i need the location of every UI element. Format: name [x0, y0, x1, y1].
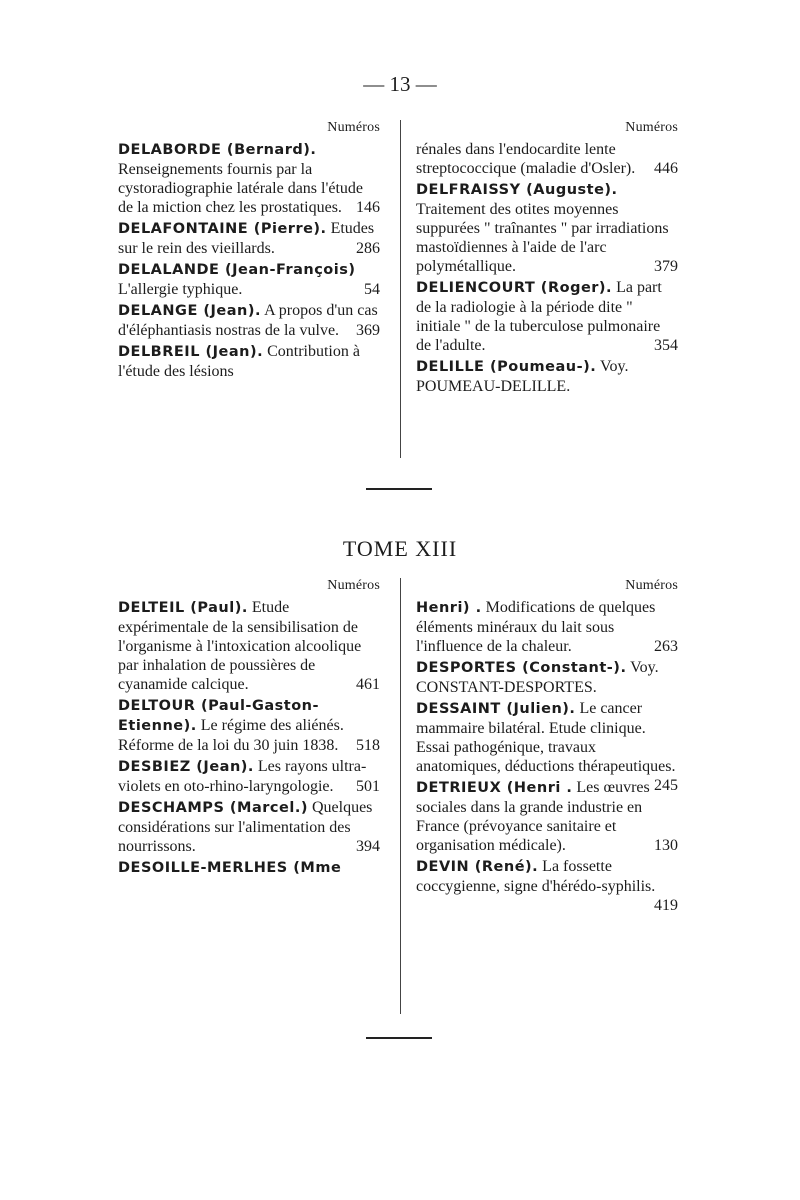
author-name: Henri) . [416, 600, 482, 616]
thesis-title: La fossette coccygienne, signe d'hérédo-syphilis. [416, 858, 656, 895]
thesis-number: 379 [654, 258, 678, 275]
thesis-number: 369 [356, 322, 380, 339]
thesis-number: 354 [654, 337, 678, 354]
column-left [118, 578, 380, 880]
author-name: DELTEIL (Paul). [118, 600, 248, 616]
index-entry [118, 342, 380, 381]
thesis-title: Etudes sur le rein des vieillards. [118, 220, 375, 257]
thesis-title: Les œuvres sociales dans la grande industrie en France (prévoyance sanitaire et organisation médicale). [416, 779, 650, 854]
author-name: DELABORDE (Bernard). [118, 142, 317, 158]
thesis-number: 130 [654, 837, 678, 854]
thesis-title: Le cancer mammaire bilatéral. Etude clinique. Essai pathogénique, travaux anatomiques, déductions thérapeutiques. [416, 700, 676, 775]
thesis-title: Les rayons ultra-violets en oto-rhino-laryngologie. [118, 758, 367, 795]
column-header: Numéros [625, 120, 678, 135]
index-entry [118, 598, 380, 694]
author-name: DESCHAMPS (Marcel.) [118, 800, 308, 816]
page-number: — 13 — [363, 72, 437, 96]
column-right [416, 120, 678, 398]
author-name: DELILLE (Poumeau-). [416, 359, 597, 375]
index-entry [118, 757, 380, 796]
author-name: DELANGE (Jean). [118, 303, 261, 319]
author-name: DESPORTES (Constant-). [416, 660, 627, 676]
column-left [118, 120, 380, 383]
author-name: DETRIEUX (Henri . [416, 780, 573, 796]
author-name: DELFRAISSY (Auguste). [416, 182, 618, 198]
index-entry [416, 658, 678, 697]
thesis-number: 501 [356, 778, 380, 795]
thesis-number: 518 [356, 737, 380, 754]
thesis-number: 446 [654, 160, 678, 177]
thesis-number: 394 [356, 838, 380, 855]
thesis-number: 245 [654, 777, 678, 794]
index-section-1 [118, 120, 678, 458]
thesis-title: L'allergie typhique. [118, 281, 243, 298]
thesis-title: Etude expérimentale de la sensibilisation de l'organisme à l'intoxication alcoolique par inhalation de poussières de cyanamide calcique. [118, 599, 362, 693]
author-name: DELAFONTAINE (Pierre). [118, 221, 327, 237]
index-entry [416, 180, 678, 276]
separator-rule [366, 488, 432, 490]
index-entry [118, 260, 380, 299]
author-name: DELBREIL (Jean). [118, 344, 264, 360]
column-header: Numéros [327, 120, 380, 135]
index-entry [416, 778, 678, 855]
author-name: DELIENCOURT (Roger). [416, 280, 613, 296]
thesis-title: A propos d'un cas d'éléphantiasis nostras de la vulve. [118, 302, 378, 339]
column-right [416, 578, 678, 915]
index-entry [416, 598, 678, 656]
author-name: DESBIEZ (Jean). [118, 759, 254, 775]
column-divider [400, 120, 401, 458]
thesis-number: 263 [654, 638, 678, 655]
index-entry [416, 278, 678, 355]
author-name: DESOILLE-MERLHES (Mme [118, 860, 342, 876]
thesis-title: Contribution à l'étude des lésions [118, 343, 360, 380]
index-entry [416, 857, 678, 914]
index-entry [416, 140, 678, 178]
index-entry [118, 219, 380, 258]
index-entry [118, 798, 380, 856]
thesis-number: 419 [654, 897, 678, 914]
column-header: Numéros [625, 578, 678, 593]
index-entry [118, 301, 380, 340]
column-header: Numéros [327, 578, 380, 593]
thesis-title: Voy. CONSTANT-DESPORTES. [416, 659, 659, 696]
index-entry [118, 140, 380, 217]
thesis-number: 461 [356, 676, 380, 693]
thesis-number: 54 [364, 281, 380, 298]
thesis-title: La part de la radiologie à la période dite " initiale " de la tuberculose pulmonaire de l'adulte. [416, 279, 662, 354]
thesis-title: Quelques considérations sur l'alimentation des nourrissons. [118, 799, 373, 855]
separator-rule [366, 1037, 432, 1039]
index-entry [118, 696, 380, 755]
thesis-title: rénales dans l'endocardite lente streptococcique (maladie d'Osler). [416, 141, 636, 177]
thesis-title: Renseignements fournis par la cystoradiographie latérale dans l'étude de la miction chez les prostatiques. [118, 161, 363, 216]
thesis-title: Le régime des aliénés. Réforme de la loi du 30 juin 1838. [118, 717, 344, 754]
column-divider [400, 578, 401, 1014]
thesis-title: Traitement des otites moyennes suppurées " traînantes " par irradiations mastoïdiennes à l'aide de l'arc polymétallique. [416, 201, 669, 275]
author-name: DELTOUR (Paul-Gaston-Etienne). [118, 698, 319, 734]
tome-heading: TOME XIII [342, 536, 458, 561]
author-name: DESSAINT (Julien). [416, 701, 576, 717]
index-entry [416, 357, 678, 396]
thesis-number: 146 [356, 199, 380, 216]
index-entry [118, 858, 380, 878]
index-section-2 [118, 578, 678, 1014]
thesis-title: Modifications de quelques éléments minéraux du lait sous l'influence de la chaleur. [416, 599, 656, 655]
thesis-number: 286 [356, 240, 380, 257]
thesis-title: Voy. POUMEAU-DELILLE. [416, 358, 629, 395]
author-name: DELALANDE (Jean-François) [118, 262, 356, 278]
author-name: DEVIN (René). [416, 859, 539, 875]
